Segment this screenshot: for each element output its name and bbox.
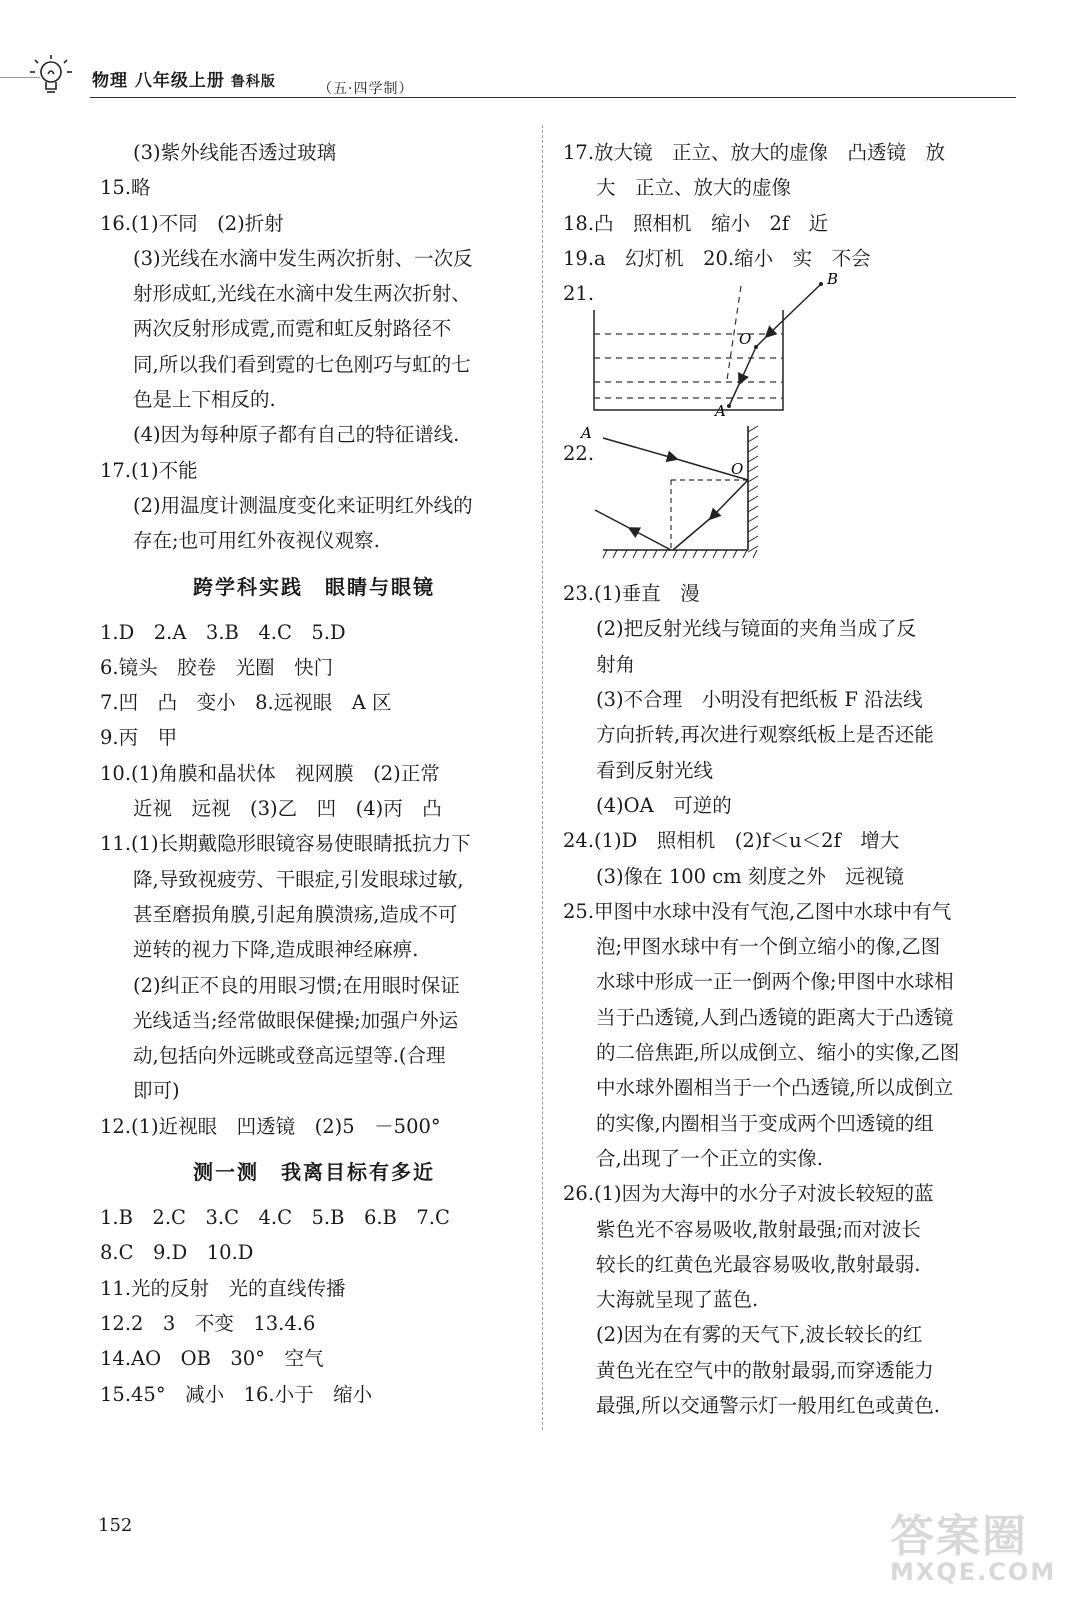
- answer-line: 15.45° 减小 16.小于 缩小: [100, 1382, 373, 1406]
- answer-line: 8.C 9.D 10.D: [100, 1241, 254, 1265]
- answer-line: 26.(1)因为大海中的水分子对波长较短的蓝: [563, 1182, 934, 1206]
- header-rule: [90, 97, 1016, 98]
- answers-17-20: [563, 135, 993, 276]
- system-label: （五·四学制）: [318, 81, 414, 97]
- answer-line: 24.(1)D 照相机 (2)f＜u＜2f 增大: [563, 829, 900, 853]
- answer-line: 23.(1)垂直 漫: [563, 582, 700, 606]
- section-heading: 跨学科实践 眼睛与眼镜: [193, 574, 435, 599]
- answer-line: 14.AO OB 30° 空气: [100, 1347, 324, 1371]
- answer-line: (3)紫外线能否透过玻璃: [133, 141, 337, 164]
- answer-line: 射形成虹,光线在水滴中发生两次折射、: [133, 282, 471, 306]
- answer-line: 泡;甲图水球中有一个倒立缩小的像,乙图: [596, 935, 941, 959]
- point-a-label: A: [715, 402, 726, 421]
- answer-line: (4)OA 可逆的: [596, 793, 732, 817]
- answer-line: (3)像在 100 cm 刻度之外 远视镜: [596, 864, 904, 888]
- answer-line: 较长的红黄色光最容易吸收,散射最弱.: [596, 1252, 921, 1276]
- answer-line: 逆转的视力下降,造成眼神经麻痹.: [133, 938, 419, 962]
- answer-line: 大 正立、放大的虚像: [596, 176, 792, 200]
- lightbulb-icon: [18, 52, 84, 100]
- answer-line: 19.a 幻灯机 20.缩小 实 不会: [563, 246, 871, 270]
- answer-line: 12.(1)近视眼 凹透镜 (2)5 －500°: [100, 1114, 441, 1138]
- answer-line: 7.凹 凸 变小 8.远视眼 A 区: [100, 691, 392, 715]
- answer-line: 1.B 2.C 3.C 4.C 5.B 6.B 7.C: [100, 1206, 450, 1230]
- answer-line: 18.凸 照相机 缩小 2f 近: [563, 211, 829, 235]
- answer-line: 近视 远视 (3)乙 凹 (4)丙 凸: [133, 797, 442, 821]
- left-column: [100, 135, 528, 1412]
- answer-line: (4)因为每种原子都有自己的特征谱线.: [133, 423, 460, 447]
- answer-line: 10.(1)角膜和晶状体 视网膜 (2)正常: [100, 761, 440, 785]
- answer-line: 同,所以我们看到霓的七色刚巧与虹的七: [133, 352, 471, 376]
- answer-line: (2)纠正不良的用眼习惯;在用眼时保证: [133, 973, 460, 997]
- right-column: [563, 135, 993, 1423]
- edition-label: 鲁科版: [230, 74, 276, 90]
- answer-line: 11.光的反射 光的直线传播: [100, 1276, 346, 1300]
- answer-line: 存在;也可用红外夜视仪观察.: [133, 529, 380, 553]
- watermark-logo-text: 答案圈: [890, 1511, 1028, 1562]
- answer-line: 两次反射形成霓,而霓和虹反射路径不: [133, 317, 452, 341]
- answer-line: 的二倍焦距,所以成倒立、缩小的实像,乙图: [596, 1041, 960, 1065]
- answer-line: 16.(1)不同 (2)折射: [100, 211, 284, 235]
- page-header: [0, 0, 1082, 110]
- section-heading: 测一测 我离目标有多近: [193, 1160, 435, 1185]
- answer-line: 1.D 2.A 3.B 4.C 5.D: [100, 620, 346, 644]
- point-o-label: O: [739, 330, 752, 349]
- answer-line: 中水球外圈相当于一个凸透镜,所以成倒立: [596, 1076, 954, 1100]
- answer-line: 11.(1)长期戴隐形眼镜容易使眼睛抵抗力下: [100, 832, 471, 856]
- answer-line: 甚至磨损角膜,引起角膜溃疡,造成不可: [133, 902, 458, 926]
- answer-line: 射角: [596, 652, 636, 676]
- answer-line: (3)光线在水滴中发生两次折射、一次反: [133, 246, 473, 270]
- figure-21-label: 21.: [563, 282, 595, 306]
- figure-22: [563, 424, 993, 576]
- reflection-diagram: [581, 424, 783, 566]
- answer-line: (2)把反射光线与镜面的夹角当成了反: [596, 617, 917, 641]
- watermark: [890, 1500, 1056, 1586]
- answer-line: 光线适当;经常做眼保健操;加强户外运: [133, 1008, 459, 1032]
- answer-line: 12.2 3 不变 13.4.6: [100, 1311, 316, 1335]
- watermark-url: MXQE.COM: [890, 1558, 1057, 1586]
- answer-line: (3)不合理 小明没有把纸板 F 沿法线: [596, 688, 923, 712]
- answer-line: (2)因为在有雾的天气下,波长较长的红: [596, 1323, 923, 1347]
- answer-line: 17.(1)不能: [100, 458, 198, 482]
- answer-line: 降,导致视疲劳、干眼症,引发眼球过敏,: [133, 867, 464, 891]
- answer-line: (2)用温度计测温度变化来证明红外线的: [133, 493, 473, 517]
- point-a-label-22: A: [581, 424, 592, 443]
- answer-line: 9.丙 甲: [100, 726, 178, 750]
- point-b-label: B: [827, 270, 839, 289]
- answer-line: 17.放大镜 正立、放大的虚像 凸透镜 放: [563, 141, 946, 164]
- book-title-text: 物理 八年级上册: [92, 71, 225, 91]
- answer-line: 合,出现了一个正立的实像.: [596, 1146, 823, 1170]
- answers-23-26: [563, 576, 993, 1423]
- answer-line: 黄色光在空气中的散射最弱,而穿透能力: [596, 1358, 934, 1382]
- answer-line: 25.甲图中水球中没有气泡,乙图中水球中有气: [563, 899, 952, 923]
- book-title: [92, 66, 276, 91]
- answer-line: 方向折转,再次进行观察纸板上是否还能: [596, 723, 934, 747]
- answer-line: 紫色光不容易吸收,散射最强;而对波长: [596, 1217, 921, 1241]
- answer-line: 动,包括向外远眺或登高远望等.(合理: [133, 1044, 446, 1068]
- answer-line: 水球中形成一正一倒两个像;甲图中水球相: [596, 970, 954, 994]
- refraction-diagram: [591, 270, 851, 430]
- answer-line: 即可): [133, 1079, 180, 1103]
- answer-line: 的实像,内圈相当于变成两个凹透镜的组: [596, 1111, 934, 1135]
- answer-line: 大海就呈现了蓝色.: [596, 1288, 759, 1312]
- page-number: 152: [98, 1515, 133, 1536]
- answer-line: 看到反射光线: [596, 758, 714, 782]
- answer-line: 6.镜头 胶卷 光圈 快门: [100, 655, 334, 679]
- answer-line: 最强,所以交通警示灯一般用红色或黄色.: [596, 1394, 940, 1418]
- answer-line: 当于凸透镜,人到凸透镜的距离大于凸透镜: [596, 1005, 954, 1029]
- column-divider: [542, 125, 543, 1430]
- answer-line: 色是上下相反的.: [133, 388, 276, 412]
- answer-line: 15.略: [100, 176, 151, 200]
- point-o-label-22: O: [731, 460, 744, 479]
- figure-22-label: 22.: [563, 442, 595, 466]
- figure-21: [563, 270, 993, 436]
